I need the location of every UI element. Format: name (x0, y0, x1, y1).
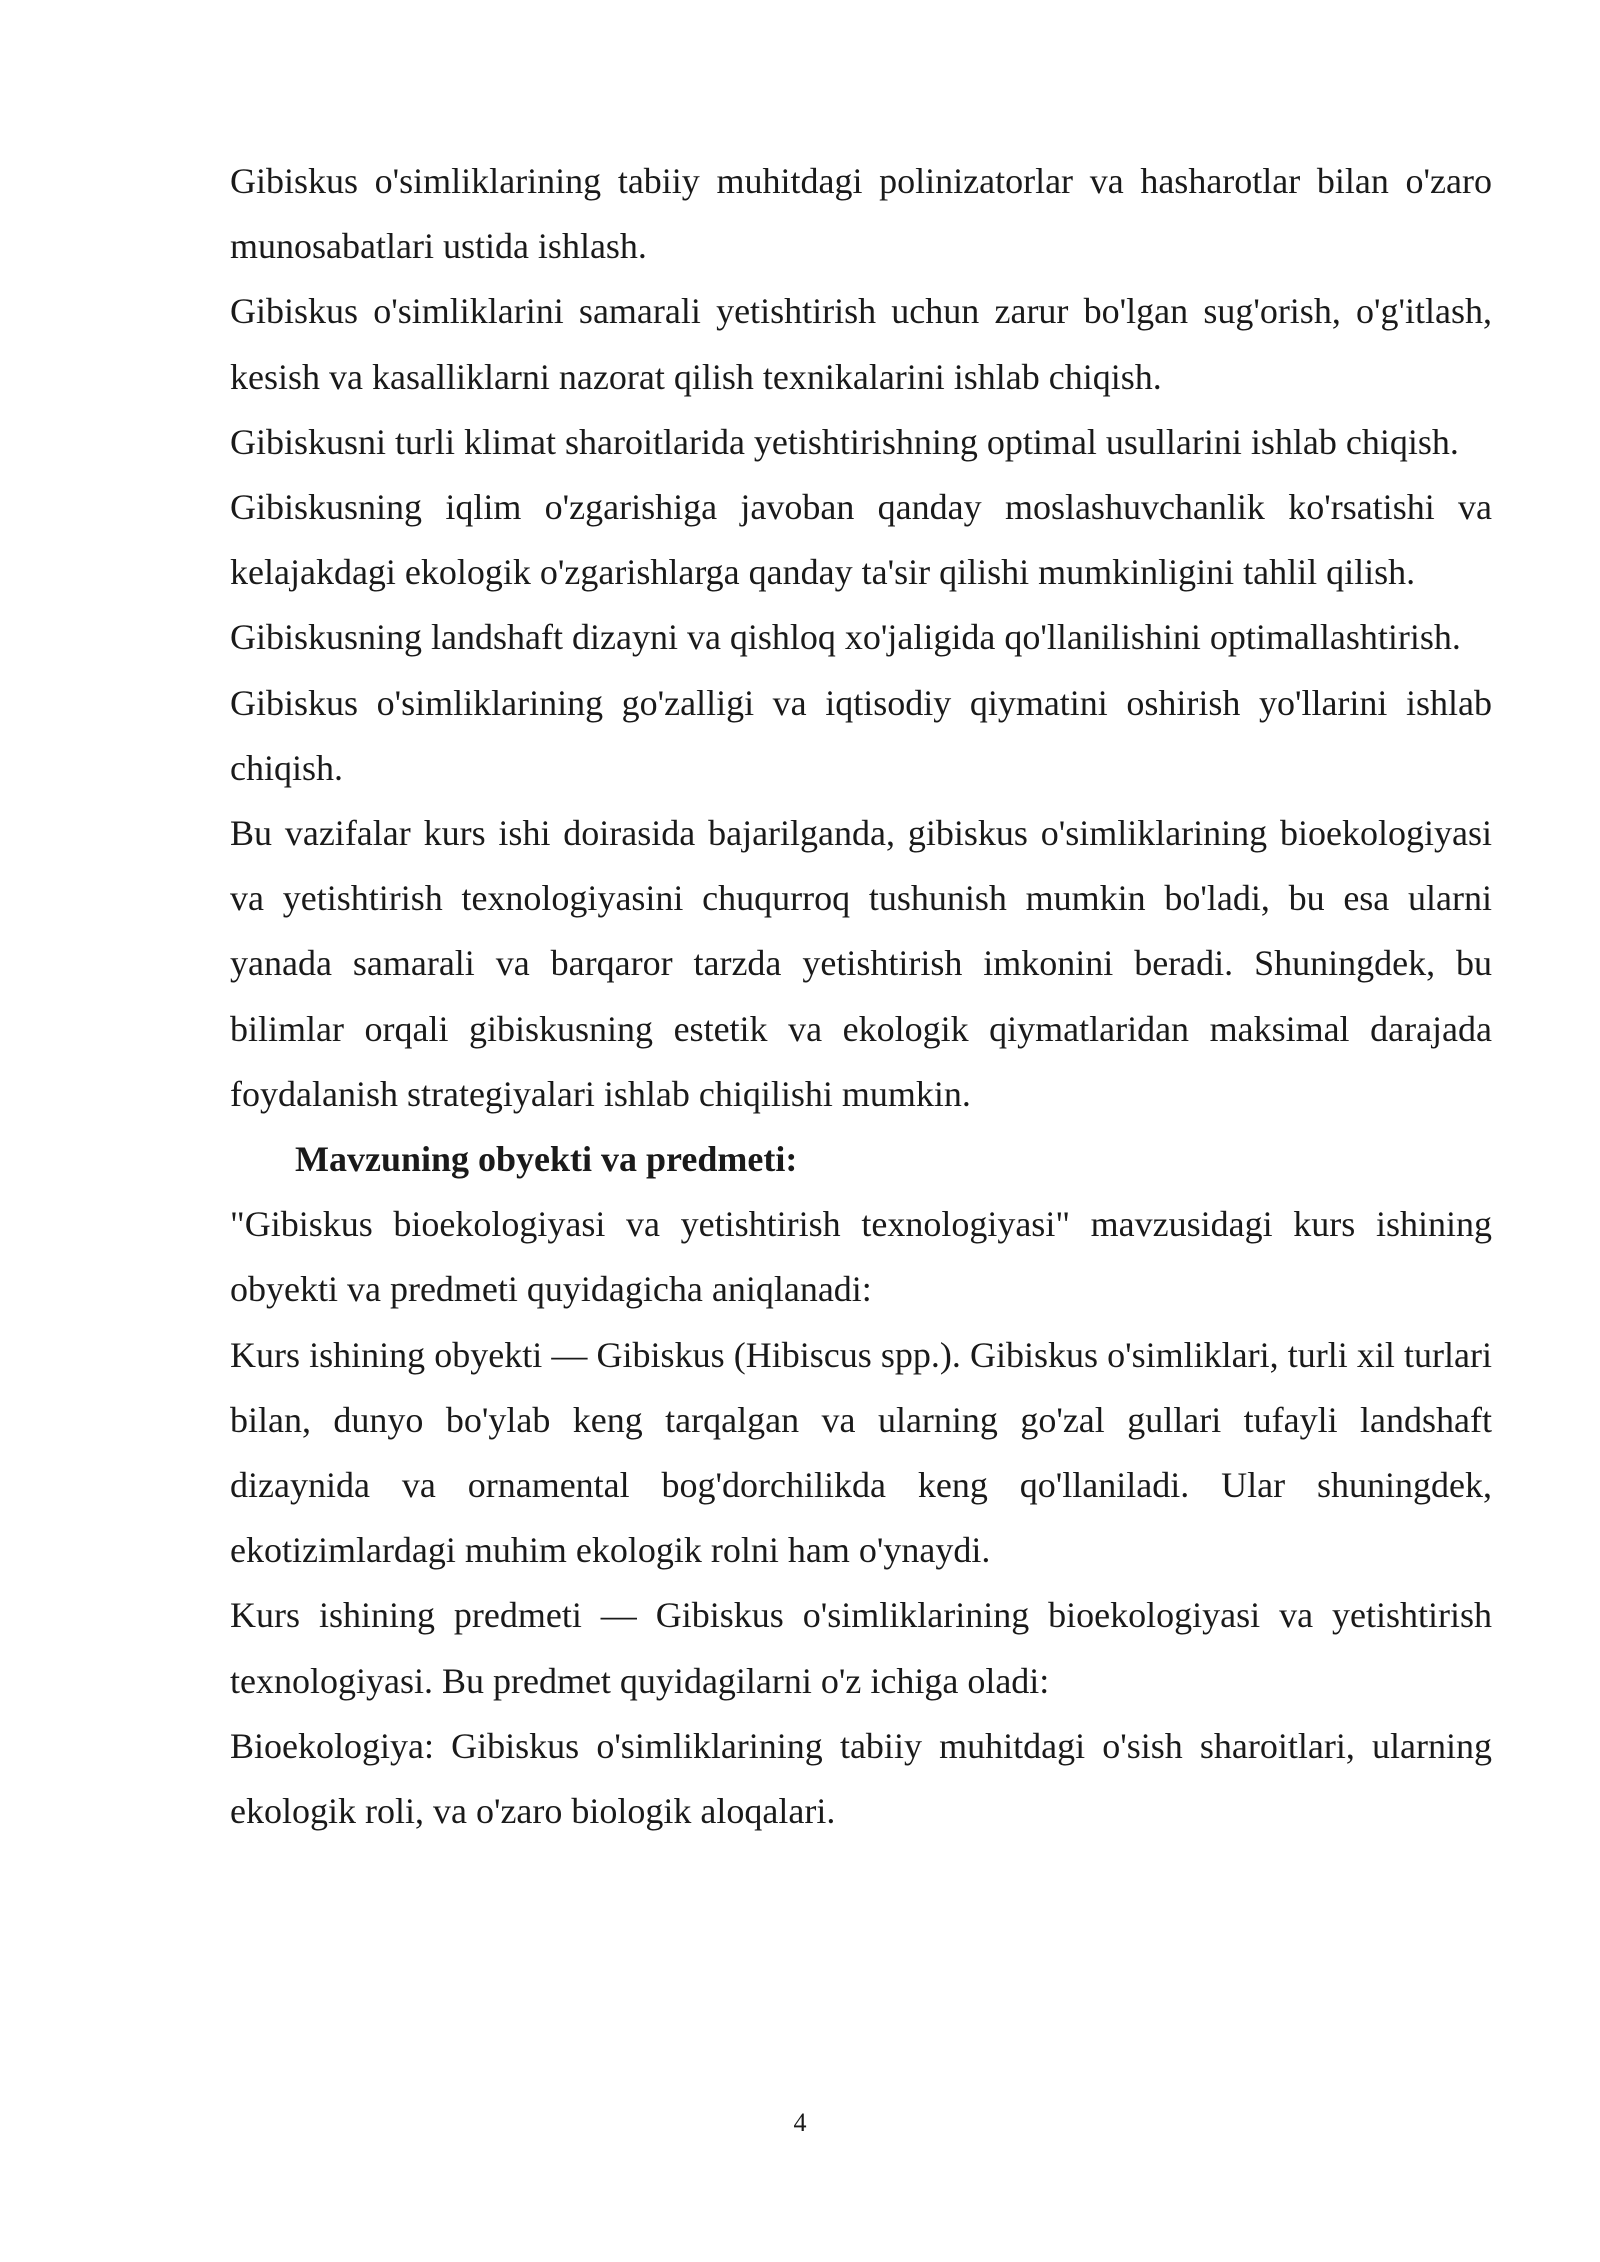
paragraph-economic-value: Gibiskus o'simliklarining go'zalligi va iqtisodiy qiymatini oshirish yo'llarini ishlab chiqish. (230, 682, 1492, 788)
body-text (230, 149, 1492, 1844)
paragraph-landscape-use: Gibiskusning landshaft dizayni va qishloq xo'jaligida qo'llanilishini optimallashtirish. (230, 617, 1461, 658)
paragraph-pollinators: Gibiskus o'simliklarining tabiiy muhitdagi polinizatorlar va hasharotlar bilan o'zaro munosabatlari ustida ishlash. (230, 161, 1492, 267)
paragraph-cultivation-techniques: Gibiskus o'simliklarini samarali yetishtirish uchun zarur bo'lgan sug'orish, o'g'itlash, kesish va kasalliklarni nazorat qilish texnikalarini ishlab chiqish. (230, 291, 1492, 397)
paragraph-intro: "Gibiskus bioekologiyasi va yetishtirish texnologiyasi" mavzusidagi kurs ishining obyekti va predmeti quyidagicha aniqlanadi: (230, 1204, 1492, 1310)
paragraph-summary: Bu vazifalar kurs ishi doirasida bajarilganda, gibiskus o'simliklarining bioekologiyasi va yetishtirish texnologiyasini chuqurroq tushunish mumkin bo'ladi, bu esa ularni yanada samarali va barqaror tarzda yetishtirish imkonini beradi. Shuningdek, bu bilimlar orqali gibiskusning estetik va ekologik qiymatlaridan maksimal darajada foydalanish strategiyalari ishlab chiqilishi mumkin. (230, 813, 1492, 1114)
paragraph-bioecology: Bioekologiya: Gibiskus o'simliklarining tabiiy muhitdagi o'sish sharoitlari, ularning ekologik roli, va o'zaro biologik aloqalari. (230, 1725, 1492, 1832)
section-heading: Mavzuning obyekti va predmeti: (295, 1139, 798, 1180)
paragraph-climate-methods: Gibiskusni turli klimat sharoitlarida yetishtirishning optimal usullarini ishlab chiqish. (230, 421, 1459, 462)
paragraph-subject: Kurs ishining predmeti — Gibiskus o'simliklarining bioekologiyasi va yetishtirish texnologiyasi. Bu predmet quyidagilarni o'z ichiga oladi: (230, 1595, 1492, 1701)
paragraph-object: Kurs ishining obyekti — Gibiskus (Hibiscus spp.). Gibiskus o'simliklari, turli xil turlari bilan, dunyo bo'ylab keng tarqalgan va ularning go'zal gullari tufayli landshaft dizaynida va ornamental bog'dorchilikda keng qo'llaniladi. Ular shuningdek, ekotizimlardagi muhim ekologik rolni ham o'ynaydi. (230, 1334, 1492, 1571)
page-number: 4 (793, 2108, 807, 2137)
paragraph-climate-adaptation: Gibiskusning iqlim o'zgarishiga javoban qanday moslashuvchanlik ko'rsatishi va kelajakdagi ekologik o'zgarishlarga qanday ta'sir qilishi mumkinligini tahlil qilish. (230, 487, 1492, 593)
